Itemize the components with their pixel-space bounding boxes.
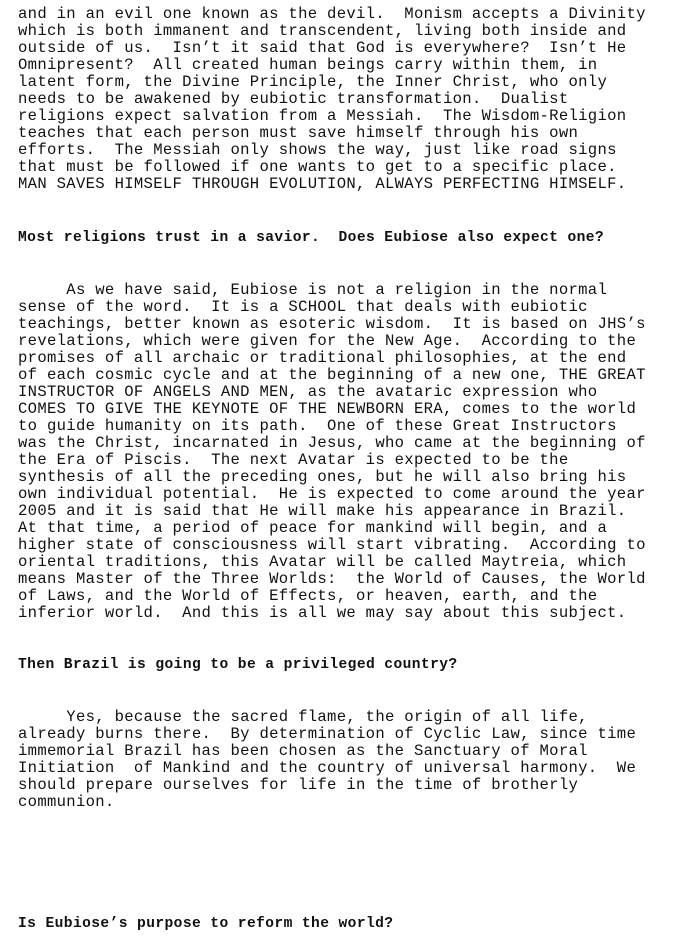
text-line: As we have said, Eubiose is not a religion in the normal	[18, 281, 608, 299]
text-line: At that time, a period of peace for mankind will begin, and a	[18, 519, 608, 537]
text-line: teaches that each person must save himself through his own	[18, 124, 579, 142]
text-line: needs to be awakened by eubiotic transformation. Dualist	[18, 90, 569, 108]
text-line: Initiation of Mankind and the country of universal harmony. We	[18, 759, 637, 777]
text-line: sense of the word. It is a SCHOOL that deals with eubiotic	[18, 298, 588, 316]
text-line: of each cosmic cycle and at the beginning of a new one, THE GREAT	[18, 366, 646, 384]
text-line: own individual potential. He is expected to come around the year	[18, 485, 646, 503]
text-line: was the Christ, incarnated in Jesus, who came at the beginning of	[18, 434, 646, 452]
text-line: MAN SAVES HIMSELF THROUGH EVOLUTION, ALWAYS PERFECTING HIMSELF.	[18, 175, 627, 193]
text-line: the Era of Piscis. The next Avatar is expected to be the	[18, 451, 569, 469]
text-line: revelations, which were given for the New Age. According to the	[18, 332, 637, 350]
text-line: means Master of the Three Worlds: the World of Causes, the World	[18, 570, 646, 588]
text-line: Omnipresent? All created human beings carry within them, in	[18, 56, 598, 74]
text-line: inferior world. And this is all we may say about this subject.	[18, 604, 627, 622]
text-line: teachings, better known as esoteric wisdom. It is based on JHS’s	[18, 315, 646, 333]
section-heading: Most religions trust in a savior. Does Eubiose also expect one?	[18, 230, 605, 246]
section-heading: Is Eubiose’s purpose to reform the world?	[18, 916, 394, 932]
text-line: of Laws, and the World of Effects, or heaven, earth, and the	[18, 587, 598, 605]
text-line: to guide humanity on its path. One of these Great Instructors	[18, 417, 617, 435]
text-line: religions expect salvation from a Messiah. The Wisdom-Religion	[18, 107, 627, 125]
text-line: higher state of consciousness will start vibrating. According to	[18, 536, 646, 554]
text-line: and in an evil one known as the devil. Monism accepts a Divinity	[18, 5, 646, 23]
text-line: promises of all archaic or traditional philosophies, at the end	[18, 349, 627, 367]
section-heading: Then Brazil is going to be a privileged country?	[18, 657, 458, 673]
text-line: immemorial Brazil has been chosen as the Sanctuary of Moral	[18, 742, 588, 760]
text-line: which is both immanent and transcendent, living both inside and	[18, 22, 627, 40]
text-line: communion.	[18, 793, 115, 811]
text-line: synthesis of all the preceding ones, but he will also bring his	[18, 468, 627, 486]
text-line: already burns there. By determination of Cyclic Law, since time	[18, 725, 637, 743]
text-line: latent form, the Divine Principle, the Inner Christ, who only	[18, 73, 608, 91]
text-line: efforts. The Messiah only shows the way, just like road signs	[18, 141, 617, 159]
text-line: COMES TO GIVE THE KEYNOTE OF THE NEWBORN ERA, comes to the world	[18, 400, 637, 418]
text-line: Yes, because the sacred flame, the origin of all life,	[18, 708, 588, 726]
text-line: oriental traditions, this Avatar will be called Maytreia, which	[18, 553, 627, 571]
text-line: that must be followed if one wants to get to a specific place.	[18, 158, 617, 176]
text-line: 2005 and it is said that He will make his appearance in Brazil.	[18, 502, 627, 520]
text-line: outside of us. Isn’t it said that God is everywhere? Isn’t He	[18, 39, 627, 57]
text-line: should prepare ourselves for life in the time of brotherly	[18, 776, 579, 794]
text-line: INSTRUCTOR OF ANGELS AND MEN, as the avataric expression who	[18, 383, 598, 401]
